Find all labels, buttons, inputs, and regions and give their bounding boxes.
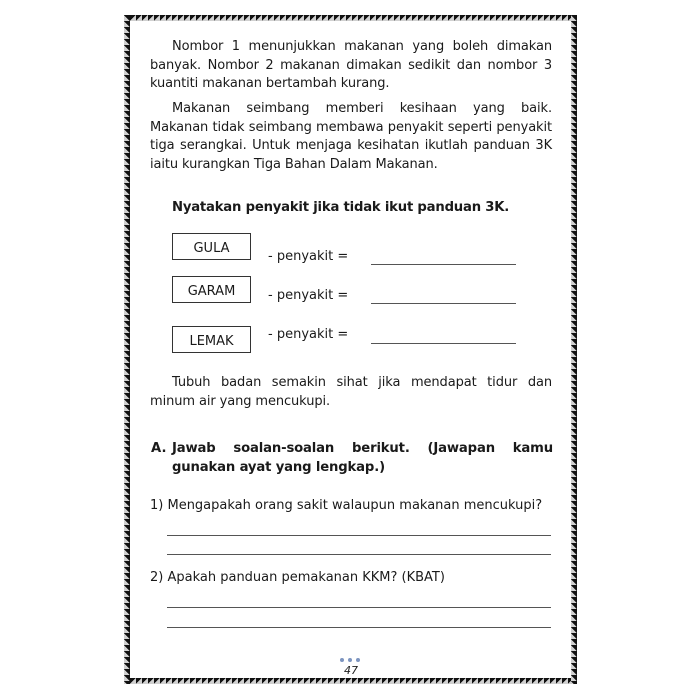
penyakit-label: - penyakit = bbox=[268, 249, 349, 264]
answer-line-gula[interactable] bbox=[371, 264, 516, 265]
paragraph-food-quantity: Nombor 1 menunjukkan makanan yang boleh dimakan banyak. Nombor 2 makanan dimakan sedikit dan nombor 3 kuantiti makanan bertambah kurang. bbox=[150, 39, 552, 92]
decorative-border-top bbox=[124, 15, 577, 21]
answer-line-q1-2[interactable] bbox=[167, 554, 551, 555]
question-2: 2) Apakah panduan pemakanan KKM? (KBAT) bbox=[150, 570, 445, 585]
section-a-heading bbox=[151, 439, 553, 477]
item-box-gula bbox=[172, 233, 251, 260]
answer-line-q1-1[interactable] bbox=[167, 535, 551, 536]
paragraph-balanced-diet: Makanan seimbang memberi kesihaan yang baik. Makanan tidak seimbang membawa penyakit seperti penyakit tiga serangkai. Untuk menjaga kesihatan ikutlah panduan 3K iaitu kurangkan Tiga Bahan Dalam Makanan. bbox=[150, 101, 552, 172]
ornament-dot bbox=[356, 658, 360, 662]
item-box-label: GULA bbox=[193, 240, 230, 256]
question-1: 1) Mengapakah orang sakit walaupun makanan mencukupi? bbox=[150, 498, 543, 513]
item-box-label: GARAM bbox=[187, 283, 236, 299]
decorative-border-left bbox=[124, 15, 130, 684]
answer-line-q2-2[interactable] bbox=[167, 627, 551, 628]
item-box-label: LEMAK bbox=[189, 333, 234, 349]
answer-line-q2-1[interactable] bbox=[167, 607, 551, 608]
item-box-garam bbox=[172, 276, 251, 303]
answer-line-lemak[interactable] bbox=[371, 343, 516, 344]
decorative-border-right bbox=[571, 15, 577, 684]
answer-line-garam[interactable] bbox=[371, 303, 516, 304]
page-number: 47 bbox=[338, 664, 364, 677]
decorative-border-bottom bbox=[124, 678, 577, 684]
ornament-dot bbox=[348, 658, 352, 662]
penyakit-label: - penyakit = bbox=[268, 288, 349, 303]
ornament-dot bbox=[340, 658, 344, 662]
penyakit-label: - penyakit = bbox=[268, 327, 349, 342]
section-heading-text: Jawab soalan-soalan berikut. (Jawapan kamu gunakan ayat yang lengkap.) bbox=[172, 441, 553, 475]
exercise-instruction: Nyatakan penyakit jika tidak ikut panduan 3K. bbox=[172, 200, 510, 215]
item-box-lemak bbox=[172, 326, 251, 353]
paragraph-sleep-water: Tubuh badan semakin sihat jika mendapat tidur dan minum air yang mencukupi. bbox=[150, 375, 552, 409]
page-ornament-dots bbox=[340, 658, 360, 662]
section-letter: A. bbox=[151, 441, 167, 456]
